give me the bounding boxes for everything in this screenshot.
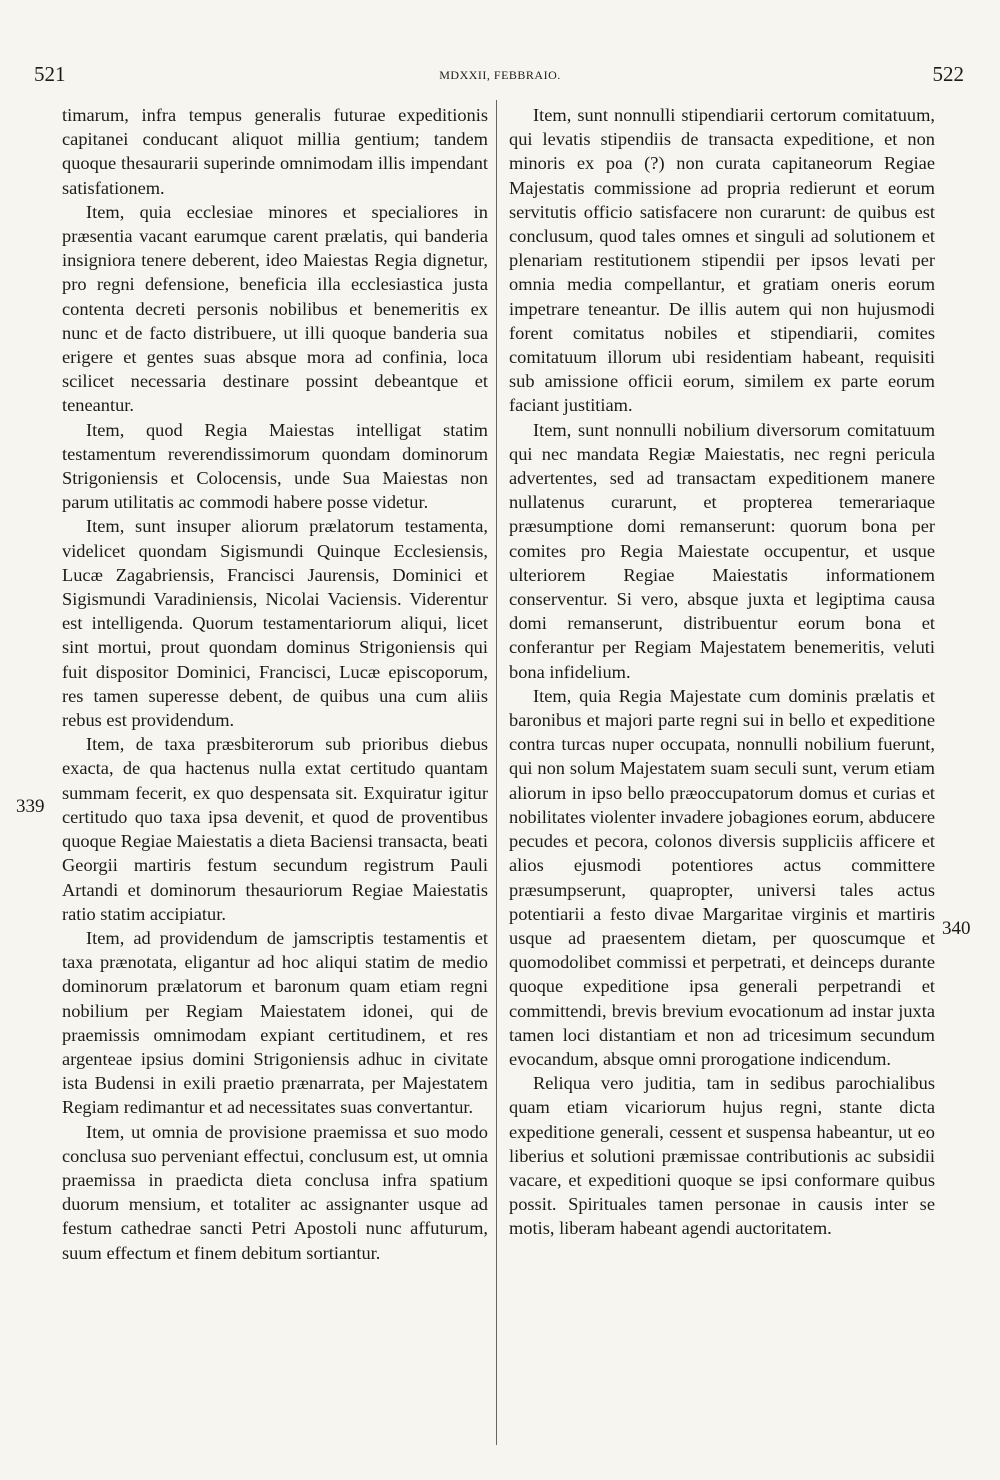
margin-number-right: 340 — [942, 918, 971, 939]
page-number-right: 522 — [932, 62, 964, 86]
right-column — [509, 103, 935, 1241]
paragraph: Reliqua vero juditia, tam in sedibus parochialibus quam etiam vicariorum hujus regni, stante dicta expeditione generali, cessent et suspensa habeantur, ut eo liberius et solutioni præmissae contributionis ac subsidii vacare, et expeditioni quoque se ipsi conformare quibus possit. Spirituales tamen personae in causis inter se motis, liberam habeant agendi auctoritatem. — [509, 1073, 935, 1239]
paragraph: Item, de taxa præsbiterorum sub prioribus diebus exacta, de qua hactenus nulla extat certitudo quantam summam fecerit, ex quo despensata sit. Exquiratur igitur certitudo quo taxa ipsa devenit, et quod de proventibus quoque Regiae Maiestatis a dieta Baciensi transacta, beati Georgii martiris festum secundum registrum Pauli Artandi et dominorum thesauriorum Regiae Maiestatis ratio statim accipiatur. — [62, 734, 488, 924]
page-header — [0, 62, 1000, 92]
paragraph: Item, sunt nonnulli nobilium diversorum comitatuum qui nec mandata Regiæ Maiestatis, nec regni pericula advertentes, sed ad transactam expeditionem manere nullatenus curarunt, et propterea temerariaque præsumptione domi remanserunt: quorum bona per comites pro Regia Maiestate occupentur, et usque ulteriorem Regiae Maiestatis informationem conserventur. Si vero, absque juxta et legiptima causa domi remanserunt, distribuentur eorum bona et conferantur per Regiam Majestatem benemeritis, veluti bona infidelium. — [509, 419, 935, 682]
paragraph: Item, ad providendum de jamscriptis testamentis et taxa prænotata, eligantur ad hoc aliqui statim de medio dominorum prælatorum et baronum quam etiam regni nobilium per Regiam Maiestatem idonei, qui de praemissis omnimodam expiant certitudinem, et res argenteae ipsius domini Strigoniensis adhuc in civitate ista Budensi in exili praetio prænarrata, per Majestatem Regiam redimantur et ad necessitates suas convertantur. — [62, 927, 488, 1118]
running-head: MDXXII, FEBBRAIO. — [439, 68, 561, 82]
paragraph: Item, quod Regia Maiestas intelligat statim testamentum reverendissimorum quondam dominorum Strigoniensis et Colocensis, unde Sua Maiestas non parum utilitatis ac commodi habere posse videtur. — [62, 419, 488, 513]
left-column — [62, 103, 488, 1265]
paragraph: Item, ut omnia de provisione praemissa et suo modo conclusa suo perveniant effectui, conclusum est, ut omnia praemissa in praedicta dieta conclusa infra spatium duorum mensium, et totaliter ac assignanter usque ad festum cathedrae sancti Petri Apostoli nunc affuturum, suum effectum et finem debitum sortiantur. — [62, 1121, 488, 1263]
page-number-left: 521 — [34, 62, 66, 86]
paragraph: Item, quia ecclesiae minores et specialiores in præsentia vacant earumque carent prælatis, qui banderia insigniora tenere deberent, ideo Maiestas Regia dignetur, pro regni defensione, beneficia illa ecclesiastica justa contenta decreti personis nobilibus et benemeritis ex nunc et de facto distribuere, ut illi quoque banderia sua erigere et gentes suas absque mora ad confinia, loca scilicet necessaria destinare possint debeantque et teneantur. — [62, 201, 488, 416]
paragraph: Item, sunt nonnulli stipendiarii certorum comitatuum, qui levatis stipendiis de transacta expeditione, et non minoris ex poa (?) non curata capitaneorum Regiae Majestatis commissione ad propria redierunt et eorum servitutis officio satisfacere non curarunt: de quibus est conclusum, quod tales omnes et singuli ad solutionem et plenariam restitutionem stipendii per ipsos levati per omnia media compellantur, et gratiam oneris eorum impetrare teneantur. De illis autem qui non hujusmodi forent comitatus nobiles et stipendiarii, comites comitatuum illorum ubi residentiam habeant, requisiti sub amissione officii eorum, similem ex parte eorum faciant justitiam. — [509, 105, 935, 416]
paragraph: Item, sunt insuper aliorum prælatorum testamenta, videlicet quondam Sigismundi Quinque Ecclesiensis, Lucæ Zagabriensis, Francisci Jaurensis, Dominici et Sigismundi Varadiniensis, Nicolai Vaciensis. Viderentur est intelligenda. Quorum testamentariorum aliqui, licet sint mortui, prout quondam dominus Strigoniensis qui fuit dispositor Dominici, Francisci, Lucæ episcoporum, res tamen superesse debent, de quibus una cum aliis rebus est providendum. — [62, 516, 488, 731]
column-divider — [496, 100, 497, 1445]
paragraph: Item, quia Regia Majestate cum dominis prælatis et baronibus et majori parte regni sui in bello et expeditione contra turcas nuper occupata, nonnulli nobilium fuerunt, qui non solum Majestatem suam seculi sunt, verum etiam aliorum in ipso bello præoccupatorum domus et curias et nobilitates violenter invadere jobagiones eorum, abducere pecudes et pecora, colonos diversis suppliciis afficere et alios ejusmodi potentiores actus committere præsumpserunt, quapropter, universi tales actus potentiarii a festo divae Margaritae virginis et martiris usque ad praesentem dietam, per quoscumque et quomodolibet commissi et perpetrati, et deinceps durante quoque expeditione ipsa generali perpetrandi et committendi, brevis brevium evocationum ad instar juxta tamen loci distantiam et non ad tricesimum secundum evocandum, absque omni prorogatione indicendum. — [509, 685, 935, 1069]
margin-number-left: 339 — [16, 796, 45, 817]
paragraph: timarum, infra tempus generalis futurae expeditionis capitanei conducant aliquot millia gentium; tandem quoque thesaurarii superinde omnimodam illis impendant satisfationem. — [62, 105, 488, 198]
